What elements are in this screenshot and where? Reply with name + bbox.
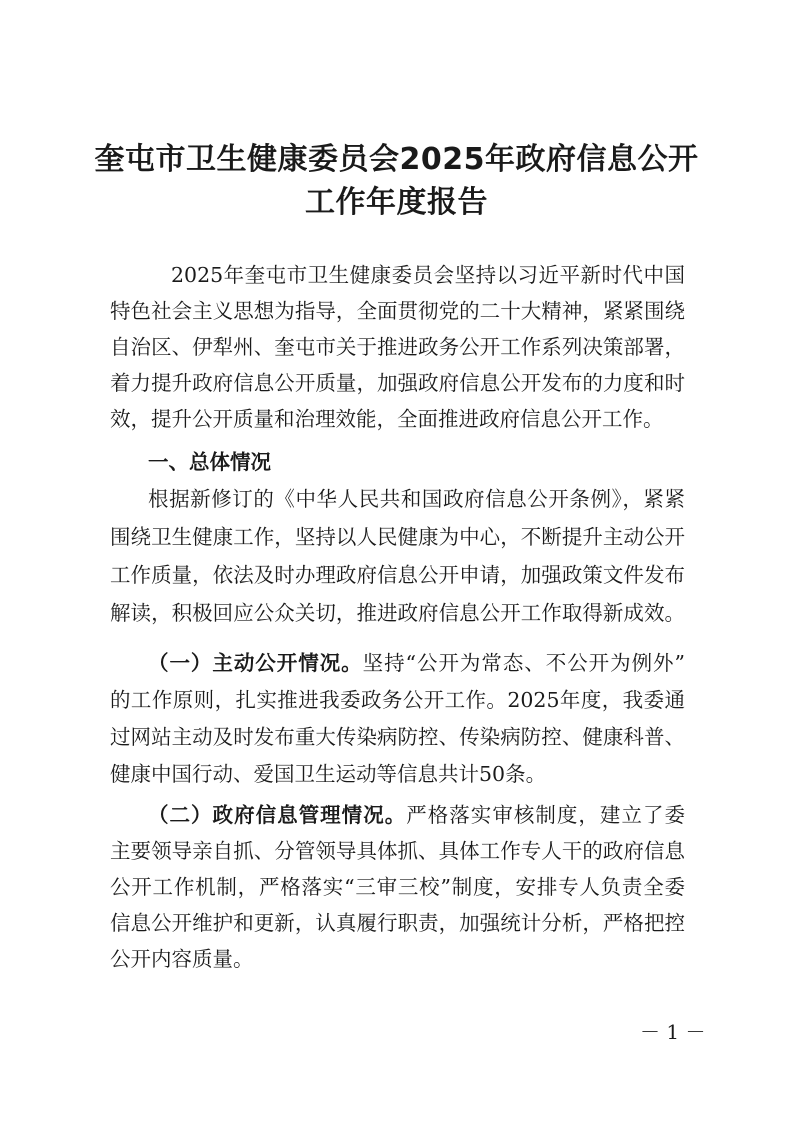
subsection-2-line: 公开工作机制，严格落实“三审三校”制度，安排专人负责全委 xyxy=(110,875,685,899)
subsection-2-line: 信息公开维护和更新，认真履行职责，加强统计分析，严格把控 xyxy=(110,911,685,935)
section-heading-overview: 一、总体情况 xyxy=(148,450,271,474)
report-title-line-2: 工作年度报告 xyxy=(305,185,488,220)
subsection-2-first-line xyxy=(148,800,685,830)
intro-paragraph-line: 着力提升政府信息公开质量，加强政府信息公开发布的力度和时 xyxy=(110,371,685,395)
subsection-2-line: 公开内容质量。 xyxy=(110,947,254,971)
subsection-1-line: 的工作原则，扎实推进我委政务公开工作。2025年度，我委通 xyxy=(110,688,685,712)
overview-paragraph-line: 根据新修订的《中华人民共和国政府信息公开条例》，紧紧 xyxy=(148,487,685,511)
subsection-1-first-line xyxy=(148,648,685,678)
subsection-1-text: 坚持“公开为常态、不公开为例外” xyxy=(362,651,686,675)
intro-paragraph-line: 特色社会主义思想为指导，全面贯彻党的二十大精神，紧紧围绕 xyxy=(110,299,685,323)
intro-paragraph-line: 2025年奎屯市卫生健康委员会坚持以习近平新时代中国 xyxy=(171,263,685,287)
subsection-1-line: 过网站主动及时发布重大传染病防控、传染病防控、健康科普、 xyxy=(110,725,685,749)
page-number: － 1 － xyxy=(640,1020,706,1044)
subsection-2-text: 严格落实审核制度，建立了委 xyxy=(406,803,685,827)
subsection-1-heading: （一）主动公开情况。 xyxy=(148,651,363,675)
report-title-line-1: 奎屯市卫生健康委员会2025年政府信息公开 xyxy=(94,142,699,177)
subsection-2-heading: （二）政府信息管理情况。 xyxy=(148,803,407,827)
overview-paragraph-line: 解读，积极回应公众关切，推进政府信息公开工作取得新成效。 xyxy=(110,601,685,625)
intro-paragraph-line: 效，提升公开质量和治理效能，全面推进政府信息公开工作。 xyxy=(110,407,664,431)
intro-paragraph-line: 自治区、伊犁州、奎屯市关于推进政务公开工作系列决策部署， xyxy=(110,335,685,359)
subsection-1-line: 健康中国行动、爱国卫生运动等信息共计50条。 xyxy=(110,762,547,786)
overview-paragraph-line: 围绕卫生健康工作，坚持以人民健康为中心，不断提升主动公开 xyxy=(110,525,685,549)
overview-paragraph-line: 工作质量，依法及时办理政府信息公开申请，加强政策文件发布 xyxy=(110,563,685,587)
subsection-2-line: 主要领导亲自抓、分管领导具体抓、具体工作专人干的政府信息 xyxy=(110,839,685,863)
